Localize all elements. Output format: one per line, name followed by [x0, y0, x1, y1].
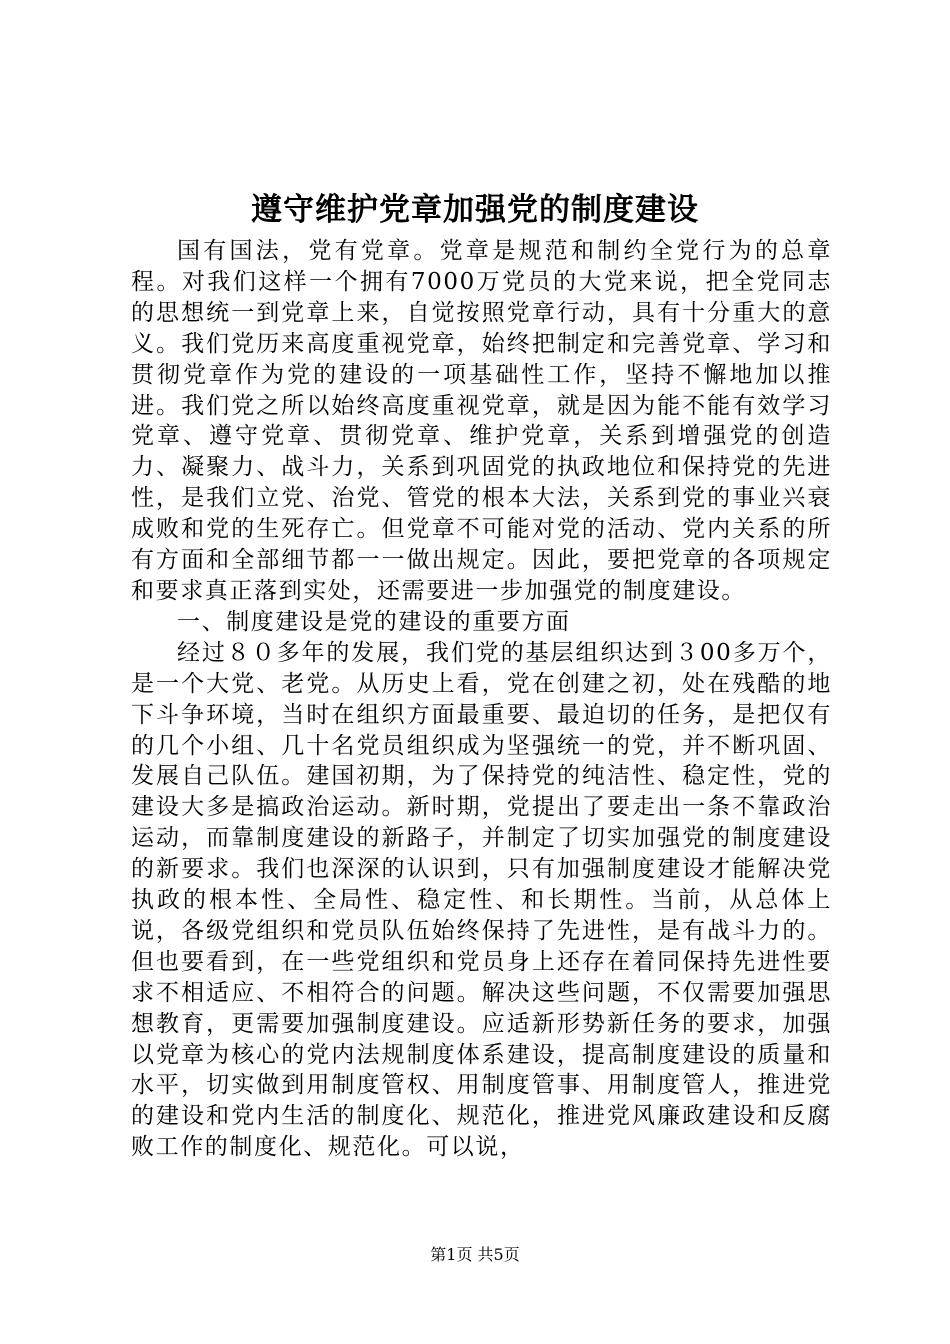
paragraph-section-one: 经过８０多年的发展，我们党的基层组织达到３00多万个，是一个大党、老党。从历史上看，党在创建之初，处在残酷的地下斗争环境，当时在组织方面最重要、最迫切的任务，是把仅有的几个小组、几十名党员组织成为坚强统一的党，并不断巩固、发展自己队伍。建国初期，为了保持党的纯洁性、稳定性，党的建设大多是搞政治运动。新时期，党提出了要走出一条不靠政治运动，而靠制度建设的新路子，并制定了切实加强党的制度建设的新要求。我们也深深的认识到，只有加强制度建设才能解决党执政的根本性、全局性、稳定性、和长期性。当前，从总体上说，各级党组织和党员队伍始终保持了先进性，是有战斗力的。但也要看到，在一些党组织和党员身上还存在着同保持先进性要求不相适应、不相符合的问题。解决这些问题，不仅需要加强思想教育，更需要加强制度建设。应适新形势新任务的要求，加强以党章为核心的党内法规制度体系建设，提高制度建设的质量和水平，切实做到用制度管权、用制度管事、用制度管人，推进党的建设和党内生活的制度化、规范化，推进党风廉政建设和反腐败工作的制度化、规范化。可以说，: [131, 639, 832, 1161]
document-title: 遵守维护党章加强党的制度建设: [251, 192, 699, 228]
page-footer: 第1页 共5页: [430, 1245, 520, 1264]
paragraph-intro: 国有国法，党有党章。党章是规范和制约全党行为的总章程。对我们这样一个拥有7000万党员的大党来说，把全党同志的思想统一到党章上来，自觉按照党章行动，具有十分重大的意义。我们党历来高度重视党章，始终把制定和完善党章、学习和贯彻党章作为党的建设的一项基础性工作，坚持不懈地加以推进。我们党之所以始终高度重视党章，就是因为能不能有效学习党章、遵守党章、贯彻党章、维护党章，关系到增强党的创造力、凝聚力、战斗力，关系到巩固党的执政地位和保持党的先进性，是我们立党、治党、管党的根本大法，关系到党的事业兴衰成败和党的生死存亡。但党章不可能对党的活动、党内关系的所有方面和全部细节都一一做出规定。因此，要把党章的各项规定和要求真正落到实处，还需要进一步加强党的制度建设。: [131, 238, 832, 604]
document-body: [131, 236, 832, 1163]
section-heading: 一、制度建设是党的建设的重要方面: [177, 608, 571, 635]
